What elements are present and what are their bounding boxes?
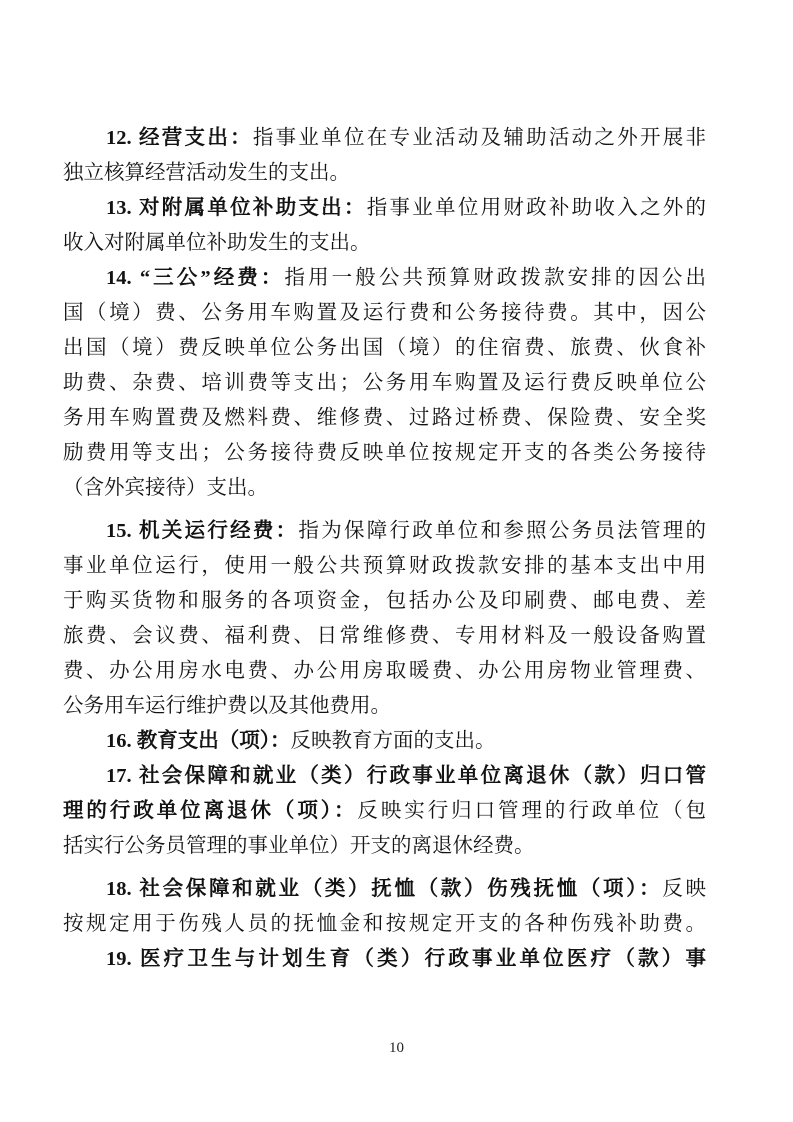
- text-line: [63, 436, 706, 471]
- term-bold-text: 理的行政单位离退休（项）：: [63, 800, 358, 822]
- text-line: [63, 689, 706, 724]
- body-text: 独立核算经营活动发生的支出。: [63, 162, 350, 184]
- paragraph-item-17-social-security-retirement: [63, 759, 706, 864]
- paragraph-item-12-operating-expenditure: [63, 121, 706, 191]
- body-text: 指事业单位用财政补助收入之外的: [366, 197, 706, 219]
- body-text: 反映实行归口管理的行政单位（包: [357, 800, 706, 822]
- body-text: 助费、杂费、培训费等支出；公务用车购置及运行费反映单位公: [63, 372, 706, 394]
- body-text: 反映: [662, 878, 706, 900]
- text-line: [63, 226, 706, 261]
- term-bold-text: 19. 医疗卫生与计划生育（类）行政事业单位医疗（款）事: [106, 948, 706, 970]
- text-line: [63, 191, 706, 226]
- text-line: [63, 794, 706, 829]
- text-line: [63, 156, 706, 191]
- text-line: [63, 121, 706, 156]
- body-text: 公务用车运行维护费以及其他费用。: [63, 695, 391, 717]
- body-text: 收入对附属单位补助发生的支出。: [63, 232, 371, 254]
- paragraph-item-15-agency-operating-funds: [63, 514, 706, 724]
- term-bold-text: 18. 社会保障和就业（类）抚恤（款）伤残抚恤（项）：: [106, 878, 663, 900]
- body-text: 括实行公务员管理的事业单位）开支的离退休经费。: [63, 835, 535, 857]
- term-bold-text: 14. “三公”经费：: [106, 267, 285, 289]
- page-number: 10: [389, 1040, 404, 1056]
- document-body: [63, 121, 706, 977]
- text-line: [63, 759, 706, 794]
- paragraph-item-16-education-expenditure: [63, 724, 706, 759]
- paragraph-item-14-three-public-expenses: [63, 261, 706, 506]
- text-line: [63, 549, 706, 584]
- body-text: 指为保障行政单位和参照公务员法管理的: [298, 520, 706, 542]
- body-text: 按规定用于伤残人员的抚恤金和按规定开支的各种伤残补助费。: [63, 913, 706, 935]
- text-line: [63, 907, 706, 942]
- text-line: [63, 366, 706, 401]
- body-text: 出国（境）费反映单位公务出国（境）的住宿费、旅费、伙食补: [63, 337, 706, 359]
- term-bold-text: 15. 机关运行经费：: [106, 520, 299, 542]
- text-line: [63, 619, 706, 654]
- text-line: [63, 654, 706, 689]
- text-line: [63, 331, 706, 366]
- term-bold-text: 12. 经营支出：: [106, 127, 253, 149]
- body-text: 国（境）费、公务用车购置及运行费和公务接待费。其中，因公: [63, 302, 706, 324]
- body-text: 务用车购置费及燃料费、维修费、过路过桥费、保险费、安全奖: [63, 407, 706, 429]
- term-bold-text: 17. 社会保障和就业（类）行政事业单位离退休（款）归口管: [106, 765, 706, 787]
- text-line: [63, 942, 706, 977]
- text-line: [63, 584, 706, 619]
- paragraph-item-18-disability-pension: [63, 872, 706, 942]
- body-text: 指事业单位在专业活动及辅助活动之外开展非: [252, 127, 706, 149]
- body-text: 费、办公用房水电费、办公用房取暖费、办公用房物业管理费、: [63, 660, 706, 682]
- term-bold-text: 13. 对附属单位补助支出：: [106, 197, 367, 219]
- text-line: [63, 872, 706, 907]
- body-text: 反映教育方面的支出。: [290, 730, 496, 752]
- text-line: [63, 401, 706, 436]
- term-bold-text: 16. 教育支出（项）：: [106, 730, 291, 752]
- body-text: 于购买货物和服务的各项资金，包括办公及印刷费、邮电费、差: [63, 590, 706, 612]
- body-text: 指用一般公共预算财政拨款安排的因公出: [284, 267, 706, 289]
- text-line: [63, 296, 706, 331]
- paragraph-item-19-medical-health: [63, 942, 706, 977]
- text-line: [63, 724, 706, 759]
- paragraph-item-13-subsidy-to-affiliated-units: [63, 191, 706, 261]
- text-line: [63, 261, 706, 296]
- body-text: 励费用等支出；公务接待费反映单位按规定开支的各类公务接待: [63, 442, 706, 464]
- body-text: 事业单位运行，使用一般公共预算财政拨款安排的基本支出中用: [63, 555, 706, 577]
- body-text: 旅费、会议费、福利费、日常维修费、专用材料及一般设备购置: [63, 625, 706, 647]
- text-line: [63, 829, 706, 864]
- text-line: [63, 514, 706, 549]
- body-text: （含外宾接待）支出。: [63, 477, 268, 499]
- text-line: [63, 471, 706, 506]
